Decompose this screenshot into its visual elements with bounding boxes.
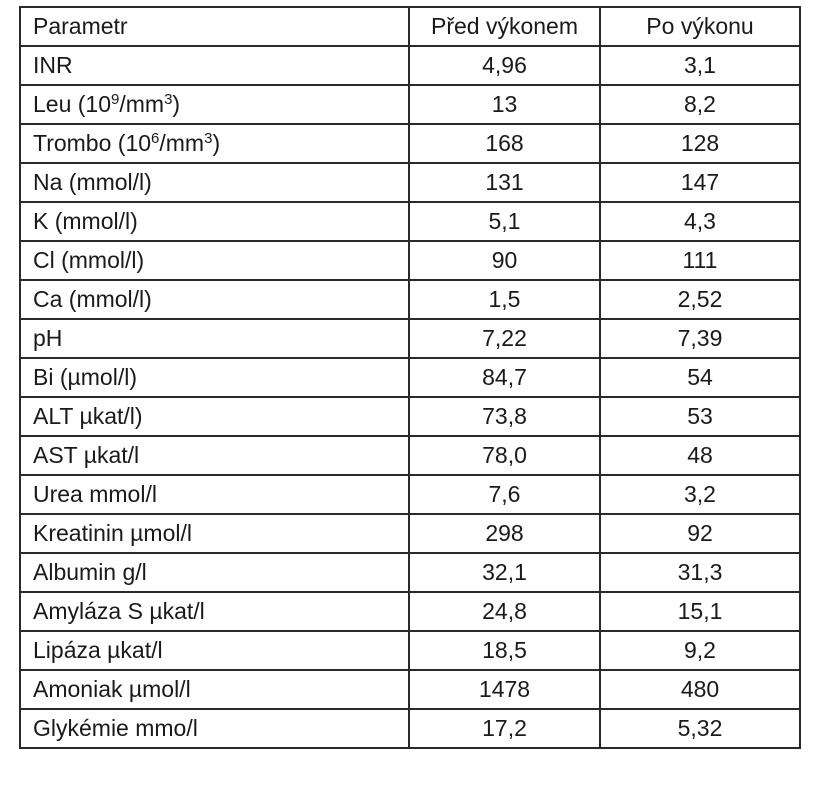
value-after: 48 [600, 436, 800, 475]
table-row [20, 709, 800, 748]
table-row [20, 436, 800, 475]
value-after: 15,1 [600, 592, 800, 631]
value-before: 168 [409, 124, 600, 163]
exponent: 6 [151, 130, 160, 147]
parameter-name-text: Trombo (10 [33, 130, 152, 156]
table-row [20, 514, 800, 553]
value-before: 298 [409, 514, 600, 553]
table-row [20, 397, 800, 436]
value-after: 92 [600, 514, 800, 553]
value-before: 17,2 [409, 709, 600, 748]
parameter-name: ALT µkat/l) [20, 397, 409, 436]
value-before: 7,6 [409, 475, 600, 514]
parameter-name: Lipáza µkat/l [20, 631, 409, 670]
value-after: 3,2 [600, 475, 800, 514]
parameter-close-text: ) [212, 130, 221, 156]
exponent: 3 [204, 130, 213, 147]
value-before: 4,96 [409, 46, 600, 85]
table-row [20, 163, 800, 202]
value-after: 128 [600, 124, 800, 163]
value-after: 31,3 [600, 553, 800, 592]
value-after: 111 [600, 241, 800, 280]
table-row [20, 85, 800, 124]
parameter-name: AST µkat/l [20, 436, 409, 475]
parameter-name [20, 85, 409, 124]
table-row [20, 202, 800, 241]
lab-results-table [19, 6, 801, 749]
table-row [20, 592, 800, 631]
table-row [20, 631, 800, 670]
value-before: 131 [409, 163, 600, 202]
exponent: 9 [111, 91, 120, 108]
value-before: 84,7 [409, 358, 600, 397]
parameter-name [20, 124, 409, 163]
value-after: 4,3 [600, 202, 800, 241]
header-after-procedure: Po výkonu [600, 7, 800, 46]
parameter-name: Amyláza S µkat/l [20, 592, 409, 631]
table-row [20, 475, 800, 514]
parameter-name: pH [20, 319, 409, 358]
value-after: 54 [600, 358, 800, 397]
table-row [20, 670, 800, 709]
exponent: 3 [164, 91, 173, 108]
parameter-name: Glykémie mmo/l [20, 709, 409, 748]
parameter-name: Bi (µmol/l) [20, 358, 409, 397]
value-before: 7,22 [409, 319, 600, 358]
value-before: 78,0 [409, 436, 600, 475]
header-parameter: Parametr [20, 7, 409, 46]
value-before: 5,1 [409, 202, 600, 241]
table-row [20, 46, 800, 85]
parameter-name: Cl (mmol/l) [20, 241, 409, 280]
parameter-name: Na (mmol/l) [20, 163, 409, 202]
value-after: 2,52 [600, 280, 800, 319]
header-row [20, 7, 800, 46]
parameter-unit-text: /mm [159, 130, 205, 156]
table-row [20, 124, 800, 163]
parameter-close-text: ) [172, 91, 181, 117]
value-before: 1478 [409, 670, 600, 709]
table-row [20, 358, 800, 397]
parameter-name: Albumin g/l [20, 553, 409, 592]
table-row [20, 241, 800, 280]
table-row [20, 319, 800, 358]
value-after: 480 [600, 670, 800, 709]
value-after: 8,2 [600, 85, 800, 124]
value-after: 53 [600, 397, 800, 436]
value-before: 13 [409, 85, 600, 124]
value-before: 73,8 [409, 397, 600, 436]
parameter-name: K (mmol/l) [20, 202, 409, 241]
value-before: 1,5 [409, 280, 600, 319]
parameter-name: Urea mmol/l [20, 475, 409, 514]
parameter-name: INR [20, 46, 409, 85]
value-after: 5,32 [600, 709, 800, 748]
header-before-procedure: Před výkonem [409, 7, 600, 46]
value-before: 18,5 [409, 631, 600, 670]
value-after: 3,1 [600, 46, 800, 85]
parameter-name: Amoniak µmol/l [20, 670, 409, 709]
value-after: 9,2 [600, 631, 800, 670]
value-before: 24,8 [409, 592, 600, 631]
parameter-name: Kreatinin µmol/l [20, 514, 409, 553]
parameter-name-text: Leu (10 [33, 91, 112, 117]
table-row [20, 553, 800, 592]
value-before: 90 [409, 241, 600, 280]
value-before: 32,1 [409, 553, 600, 592]
parameter-unit-text: /mm [119, 91, 165, 117]
table-row [20, 280, 800, 319]
value-after: 7,39 [600, 319, 800, 358]
value-after: 147 [600, 163, 800, 202]
parameter-name: Ca (mmol/l) [20, 280, 409, 319]
